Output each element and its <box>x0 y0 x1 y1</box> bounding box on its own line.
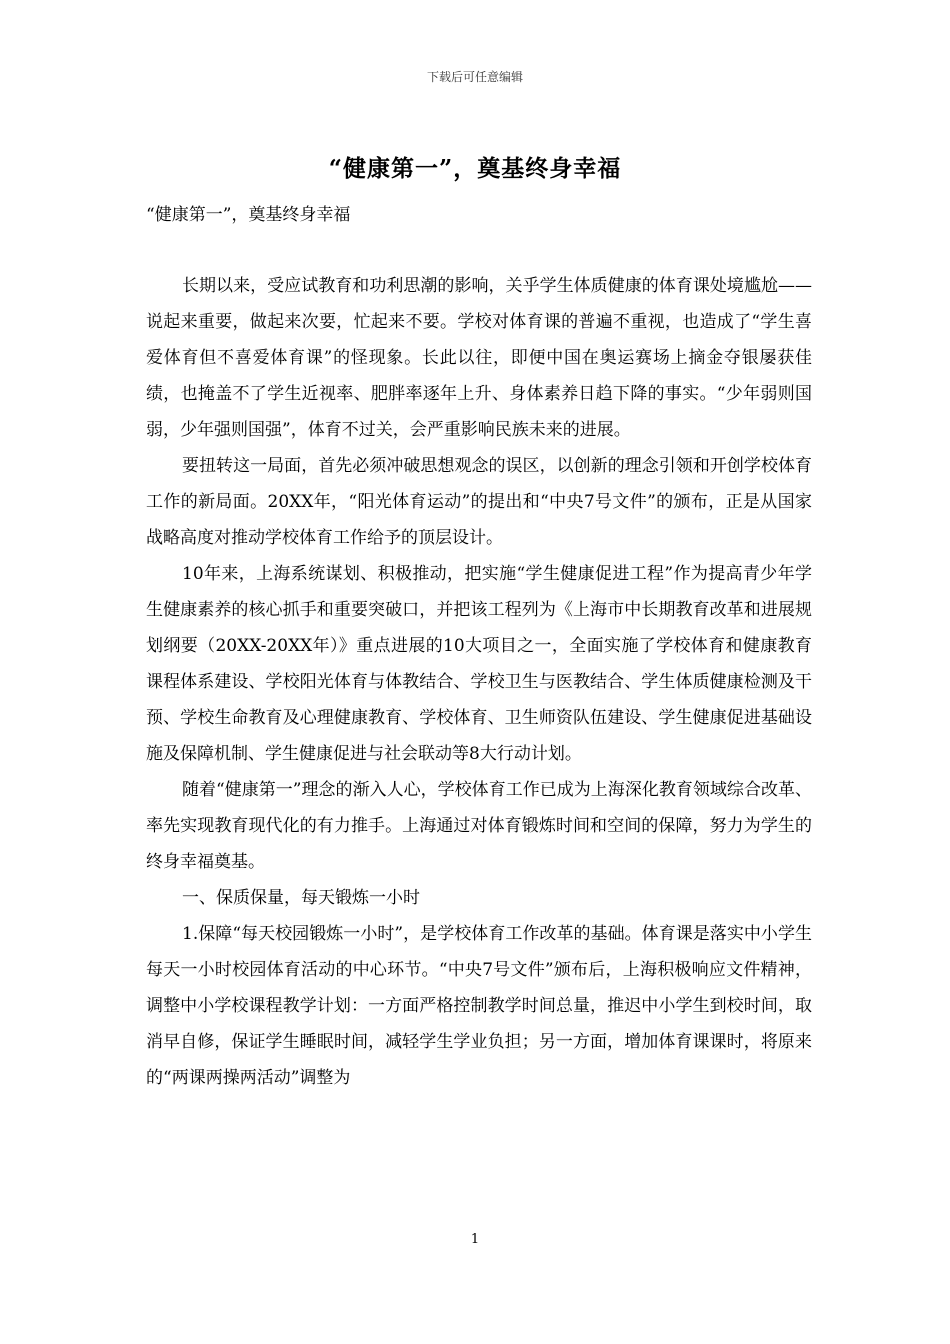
paragraph-1: 长期以来，受应试教育和功利思潮的影响，关乎学生体质健康的体育课处境尴尬——说起来重要，做起来次要，忙起来不要。学校对体育课的普遍不重视，也造成了“学生喜爱体育但不喜爱体育课”的怪现象。长此以往，即便中国在奥运赛场上摘金夺银屡获佳绩，也掩盖不了学生近视率、肥胖率逐年上升、身体素养日趋下降的事实。“少年弱则国弱，少年强则国强”，体育不过关，会严重影响民族未来的进展。 <box>146 276 812 440</box>
paragraph-2: 要扭转这一局面，首先必须冲破思想观念的误区，以创新的理念引领和开创学校体育工作的新局面。20XX年，“阳光体育运动”的提出和“中央7号文件”的颁布，正是从国家战略高度对推动学校体育工作给予的顶层设计。 <box>146 456 812 548</box>
document-body <box>146 268 812 1096</box>
document-title: “健康第一”，奠基终身幸福 <box>328 155 622 182</box>
paragraph-5: 1.保障“每天校园锻炼一小时”，是学校体育工作改革的基础。体育课是落实中小学生每天一小时校园体育活动的中心环节。“中央7号文件”颁布后，上海积极响应文件精神，调整中小学校课程教学计划：一方面严格控制教学时间总量，推迟中小学生到校时间，取消早自修，保证学生睡眠时间，减轻学生学业负担；另一方面，增加体育课课时，将原来的“两课两操两活动”调整为 <box>146 924 812 1088</box>
page-number: 1 <box>470 1232 480 1247</box>
document-subtitle: “健康第一”，奠基终身幸福 <box>146 205 351 225</box>
header-note: 下载后可任意编辑 <box>426 70 523 84</box>
section-heading-1: 一、保质保量，每天锻炼一小时 <box>182 888 420 908</box>
paragraph-4: 随着“健康第一”理念的渐入人心，学校体育工作已成为上海深化教育领域综合改革、率先实现教育现代化的有力推手。上海通过对体育锻炼时间和空间的保障，努力为学生的终身幸福奠基。 <box>146 780 812 872</box>
paragraph-3: 10年来，上海系统谋划、积极推动，把实施“学生健康促进工程”作为提高青少年学生健康素养的核心抓手和重要突破口，并把该工程列为《上海市中长期教育改革和进展规划纲要（20XX-20XX年）》重点进展的10大项目之一，全面实施了学校体育和健康教育课程体系建设、学校阳光体育与体教结合、学校卫生与医教结合、学生体质健康检测及干预、学校生命教育及心理健康教育、学校体育、卫生师资队伍建设、学生健康促进基础设施及保障机制、学生健康促进与社会联动等8大行动计划。 <box>146 564 812 764</box>
